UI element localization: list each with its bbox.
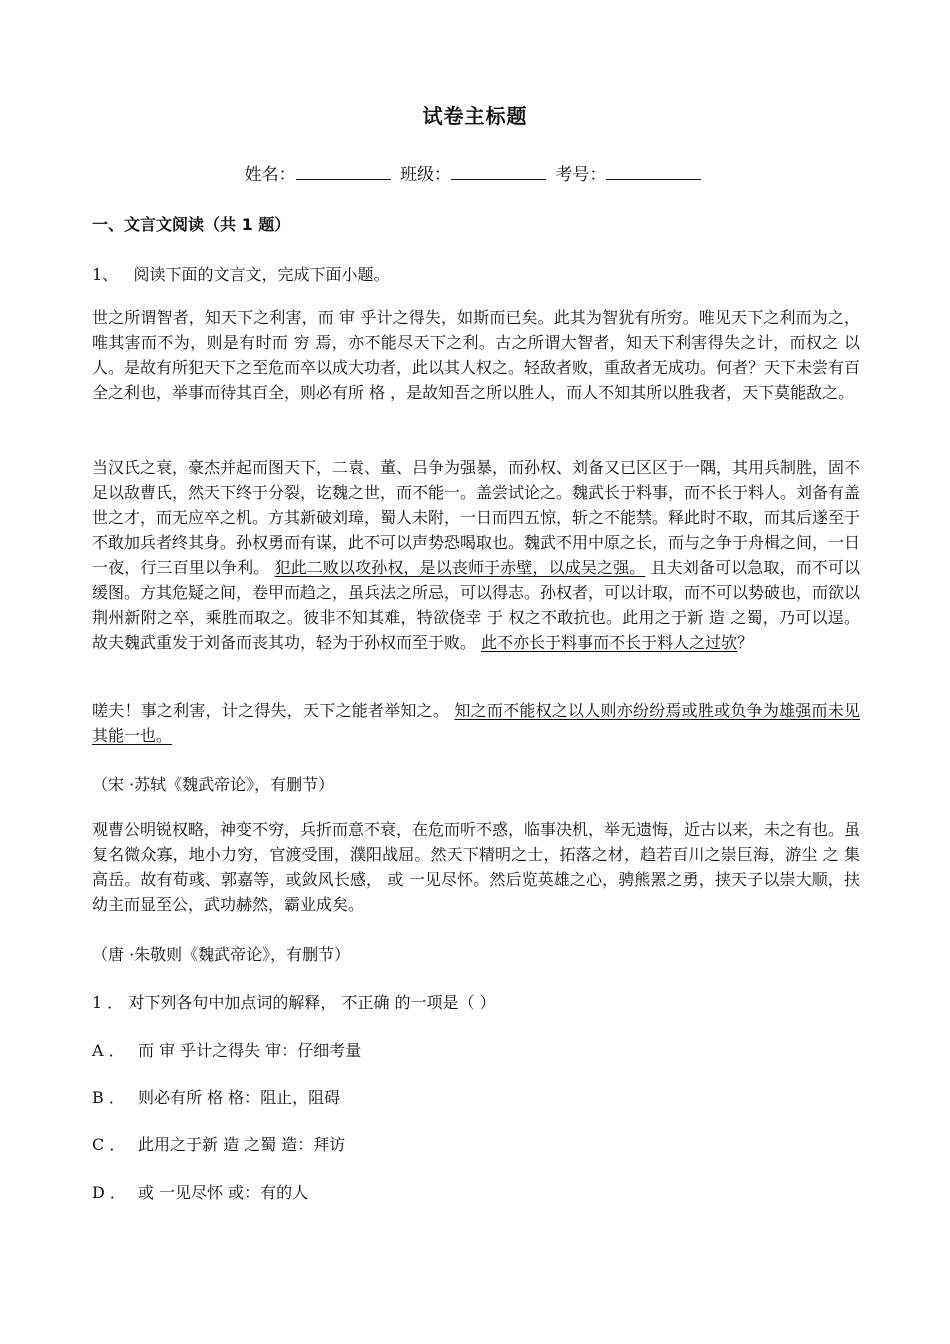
- option-label: A ．: [92, 1041, 125, 1060]
- subquestion-stem: 1 ． 对下列各句中加点词的解释， 不正确 的一项是（ ）: [92, 993, 496, 1012]
- passage2-paragraph: 观曹公明锐权略，神变不穷，兵折而意不衰，在危而听不惑，临事决机，举无遗悔，近古以来，未之有也。虽复名微众寡，地小力穷，官渡受围，濮阳战屈。然天下精明之士，拓落之材，趋若百川之崇巨海，游尘 之 集高岳。故有荀彧、郭嘉等，或敛风长感， 或 一见尽怀。然后览英雄之心，骋熊罴之勇，挟天子以崇大顺，扶幼主而显至公，武功赫然，霸业成矣。: [92, 820, 861, 914]
- question-intro: [92, 262, 389, 285]
- passage1-source: （宋 ·苏轼《魏武帝论》，有删节）: [92, 775, 335, 794]
- class-blank[interactable]: [451, 165, 546, 180]
- passage1-p3-text-a: 嗟夫！事之利害，计之得失，天下之能者举知之。: [92, 701, 450, 720]
- option-b[interactable]: [92, 1085, 340, 1108]
- passage1-paragraph-2: [92, 455, 860, 655]
- option-label: B ．: [92, 1088, 125, 1107]
- passage1-paragraph-1: 世之所谓智者，知天下之利害，而 审 乎计之得失，如斯而已矣。此其为智犹有所穷。唯见天下之利而为之，唯其害而不为，则是有时而 穷 焉，亦不能尽天下之利。古之所谓大智者，知天下利害得失之计，而权之 以 人。是故有所犯天下之至危而卒以成大功者，此以其人权之。轻敌者败，重敌者无成功。何者？天下未尝有百全之利也，举事而待其百全，则必有所 格 ，是故知吾之所以胜人，而人不知其所以胜我者，天下莫能敌之。: [92, 308, 861, 402]
- passage1-p2-text-b: 且夫刘备可以急取，而不可以缓图。方其危疑之间，卷甲而趋之，虽兵法之所忌，可以得志。孙权者，可以计取，而不可以势破也，而欲以荆州新附之卒，乘胜而取之。彼非不知其难，特欲侥幸 于 权之不敢抗也。此用之于新 造 之蜀，乃可以逞。故夫魏武重发于刘备而丧其功，轻为于孙权而至于败。: [92, 558, 861, 652]
- option-c[interactable]: [92, 1132, 345, 1155]
- passage1-paragraph-3: [92, 698, 860, 748]
- option-text: 则必有所 格 格：阻止，阻碍: [138, 1088, 341, 1107]
- underlined-sentence-3: 知之而不能权之以人则亦纷纷焉或胜或负争为雄强而未见其能一也。: [92, 701, 860, 745]
- underlined-sentence-2: 此不亦长于料事而不长于料人之过欤: [481, 633, 738, 652]
- id-blank[interactable]: [606, 165, 701, 180]
- name-blank[interactable]: [296, 165, 391, 180]
- option-text: 此用之于新 造 之蜀 造：拜访: [138, 1135, 346, 1154]
- option-label: D ．: [92, 1183, 126, 1202]
- question-number: 1、: [92, 265, 119, 284]
- option-text: 或 一见尽怀 或：有的人: [138, 1183, 309, 1202]
- class-label: 班级：: [400, 165, 451, 185]
- passage1-p2-text-c: ？: [737, 633, 754, 652]
- option-d[interactable]: [92, 1180, 308, 1203]
- section-heading: 一、文言文阅读（共 1 题）: [92, 215, 291, 234]
- option-label: C ．: [92, 1135, 126, 1154]
- passage2-source: （唐 ·朱敬则《魏武帝论》，有删节）: [92, 945, 351, 964]
- page-title: 试卷主标题: [422, 104, 528, 128]
- underlined-sentence-1: 犯此二败以攻孙权，是以丧师于赤壁，以成吴之强。: [274, 558, 646, 577]
- question-prompt: 阅读下面的文言文，完成下面小题。: [133, 265, 390, 284]
- passage1-p2-text-a: 当汉氏之衰，豪杰并起而图天下，二袁、董、吕争为强暴，而孙权、刘备又已区区于一隅，其用兵制胜，固不足以敌曹氏，然天下终于分裂，讫魏之世，而不能一。盖尝试论之。魏武长于料事，而不长于料人。刘备有盖世之才，而无应卒之机。方其新破刘璋，蜀人未附，一日而四五惊，斩之不能禁。释此时不取，而其后遂至于不敢加兵者终其身。孙权勇而有谋，此不可以声势恐喝取也。魏武不用中原之长，而与之争于舟楫之间，一日一夜，行三百里以争利。: [92, 458, 861, 577]
- id-label: 考号：: [555, 165, 607, 185]
- option-text: 而 审 乎计之得失 审：仔细考量: [138, 1041, 362, 1060]
- name-label: 姓名：: [244, 165, 296, 185]
- student-info-line: [0, 160, 950, 185]
- option-a[interactable]: [92, 1038, 361, 1061]
